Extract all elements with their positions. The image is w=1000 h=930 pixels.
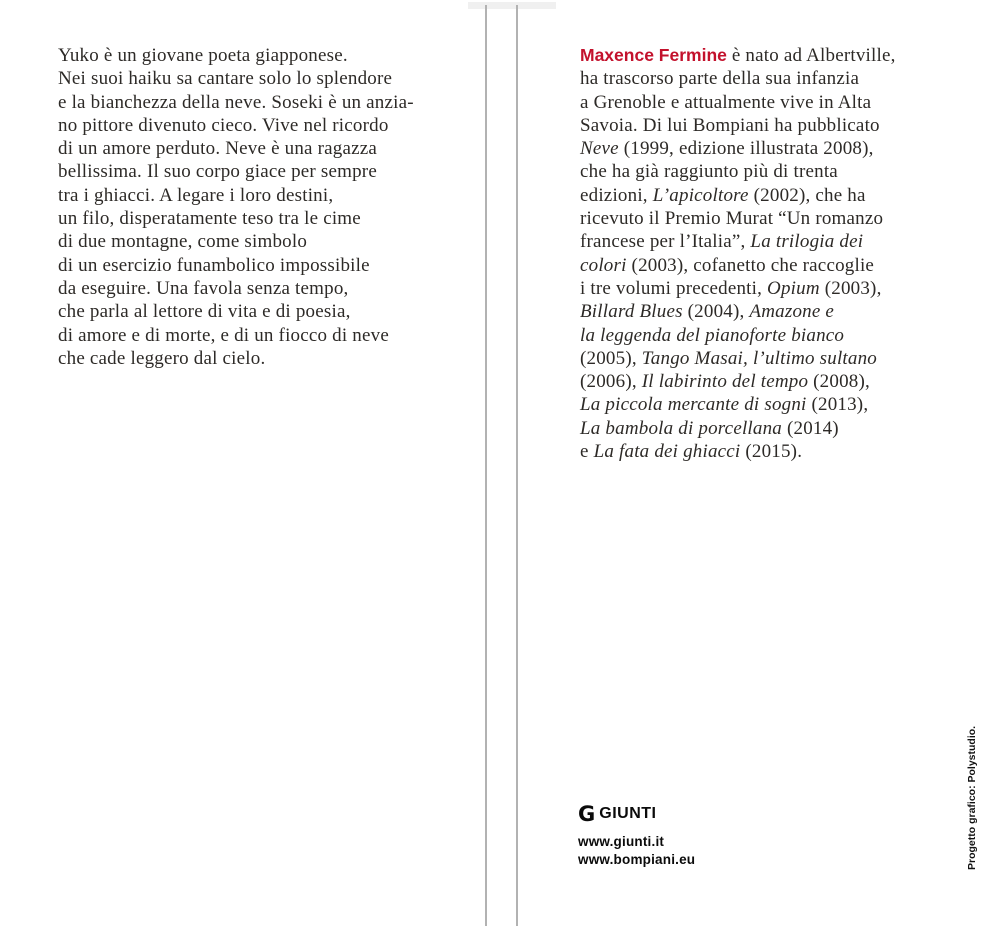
text-segment: di un esercizio funambolico impossibile (58, 254, 370, 276)
text-segment: di due montagne, come simbolo (58, 231, 308, 253)
design-credit-text: Progetto grafico: Polystudio. (966, 725, 978, 870)
bompiani-url: www.bompiani.eu (578, 851, 696, 867)
text-segment: (2005), (580, 347, 642, 369)
text-line (58, 91, 473, 114)
fold-line-left (485, 5, 487, 926)
text-line (580, 91, 975, 114)
text-line (58, 67, 473, 90)
text-line (58, 254, 473, 277)
fold-line-right (516, 5, 518, 926)
text-line (580, 347, 975, 370)
text-line (58, 114, 473, 137)
text-segment: di amore e di morte, e di un fiocco di neve (58, 324, 389, 346)
text-line (580, 160, 975, 183)
text-segment: un filo, disperatamente teso tra le cime (58, 208, 361, 230)
text-segment: che ha già raggiunto più di trenta (580, 161, 838, 183)
text-segment: (2008), (808, 371, 870, 393)
text-segment: ricevuto il Premio Murat “Un romanzo (580, 208, 884, 230)
text-segment: (2004), (682, 301, 750, 323)
text-line (580, 67, 975, 90)
text-line (58, 160, 473, 183)
text-line (580, 440, 975, 463)
text-line (580, 230, 975, 253)
author-name: Maxence Fermine (580, 45, 727, 65)
text-segment: di un amore perduto. Neve è una ragazza (58, 138, 378, 160)
text-line (58, 44, 473, 67)
text-segment: (2015). (740, 441, 803, 463)
text-segment: e la bianchezza della neve. Soseki è un anzia- (58, 91, 414, 113)
text-line (580, 254, 975, 277)
text-line (58, 230, 473, 253)
text-segment: Neve (580, 138, 619, 160)
text-line (580, 114, 975, 137)
publisher-block (578, 804, 695, 868)
text-segment: (1999, edizione illustrata 2008), (618, 138, 874, 160)
publisher-websites (578, 833, 695, 868)
text-line (580, 300, 975, 323)
text-segment: colori (580, 254, 627, 276)
text-line (580, 137, 975, 160)
text-segment: Yuko è un giovane poeta giapponese. (58, 45, 348, 66)
text-segment: francese per l’Italia”, (580, 231, 751, 253)
text-line (58, 184, 473, 207)
text-segment: che cade leggero dal cielo. (58, 347, 266, 369)
text-line (580, 324, 975, 347)
text-line (58, 300, 473, 323)
text-segment: (2006), (580, 371, 642, 393)
text-line (580, 44, 975, 67)
text-segment: è nato ad Albertville, (726, 45, 896, 66)
text-segment: Il labirinto del tempo (641, 371, 809, 393)
text-segment: la leggenda del pianoforte bianco (580, 324, 845, 346)
text-segment: (2003), cofanetto che raccoglie (626, 254, 875, 276)
text-line (58, 207, 473, 230)
text-segment: La bambola di porcellana (580, 417, 783, 439)
text-segment: edizioni, (580, 184, 653, 206)
text-segment: da eseguire. Una favola senza tempo, (58, 277, 349, 299)
text-segment: e (580, 441, 594, 463)
text-segment: La trilogia dei (750, 231, 864, 253)
left-flap-synopsis (58, 44, 473, 370)
fold-shadow (468, 2, 556, 9)
text-line (580, 184, 975, 207)
text-segment: che parla al lettore di vita e di poesia, (58, 301, 351, 323)
text-line (580, 393, 975, 416)
text-line (580, 370, 975, 393)
text-segment: (2003), (819, 277, 882, 299)
text-line (580, 277, 975, 300)
text-segment: bellissima. Il suo corpo giace per sempre (58, 161, 377, 183)
text-segment: (2013), (806, 394, 869, 416)
text-segment: no pittore divenuto cieco. Vive nel ricordo (58, 114, 389, 136)
text-segment: (2014) (782, 417, 839, 439)
text-segment: a Grenoble e attualmente vive in Alta (580, 91, 872, 113)
giunti-g-icon: G (578, 802, 596, 826)
text-segment: Tango Masai, l’ultimo sultano (641, 347, 878, 369)
text-segment: L’apicoltore (652, 184, 749, 206)
text-line (58, 324, 473, 347)
giunti-url: www.giunti.it (578, 834, 665, 849)
text-segment: i tre volumi precedenti, (580, 277, 768, 299)
text-segment: Savoia. Di lui Bompiani ha pubblicato (580, 114, 880, 136)
text-segment: tra i ghiacci. A legare i loro destini, (58, 184, 334, 206)
text-segment: Amazone e (749, 301, 835, 323)
right-flap-author-bio (580, 44, 975, 463)
text-segment: Nei suoi haiku sa cantare solo lo splendore (58, 68, 393, 90)
text-line (580, 207, 975, 230)
text-line (58, 277, 473, 300)
text-segment: La fata dei ghiacci (593, 441, 741, 463)
giunti-logo (578, 804, 695, 824)
design-credit (966, 725, 980, 870)
giunti-logo-text: GIUNTI (599, 805, 657, 822)
text-line (58, 347, 473, 370)
text-segment: ha trascorso parte della sua infanzia (580, 68, 860, 90)
text-line (580, 417, 975, 440)
text-segment: Opium (767, 277, 820, 299)
text-segment: (2002), che ha (748, 184, 866, 206)
text-line (58, 137, 473, 160)
text-segment: Billard Blues (580, 301, 683, 323)
text-segment: La piccola mercante di sogni (580, 394, 807, 416)
